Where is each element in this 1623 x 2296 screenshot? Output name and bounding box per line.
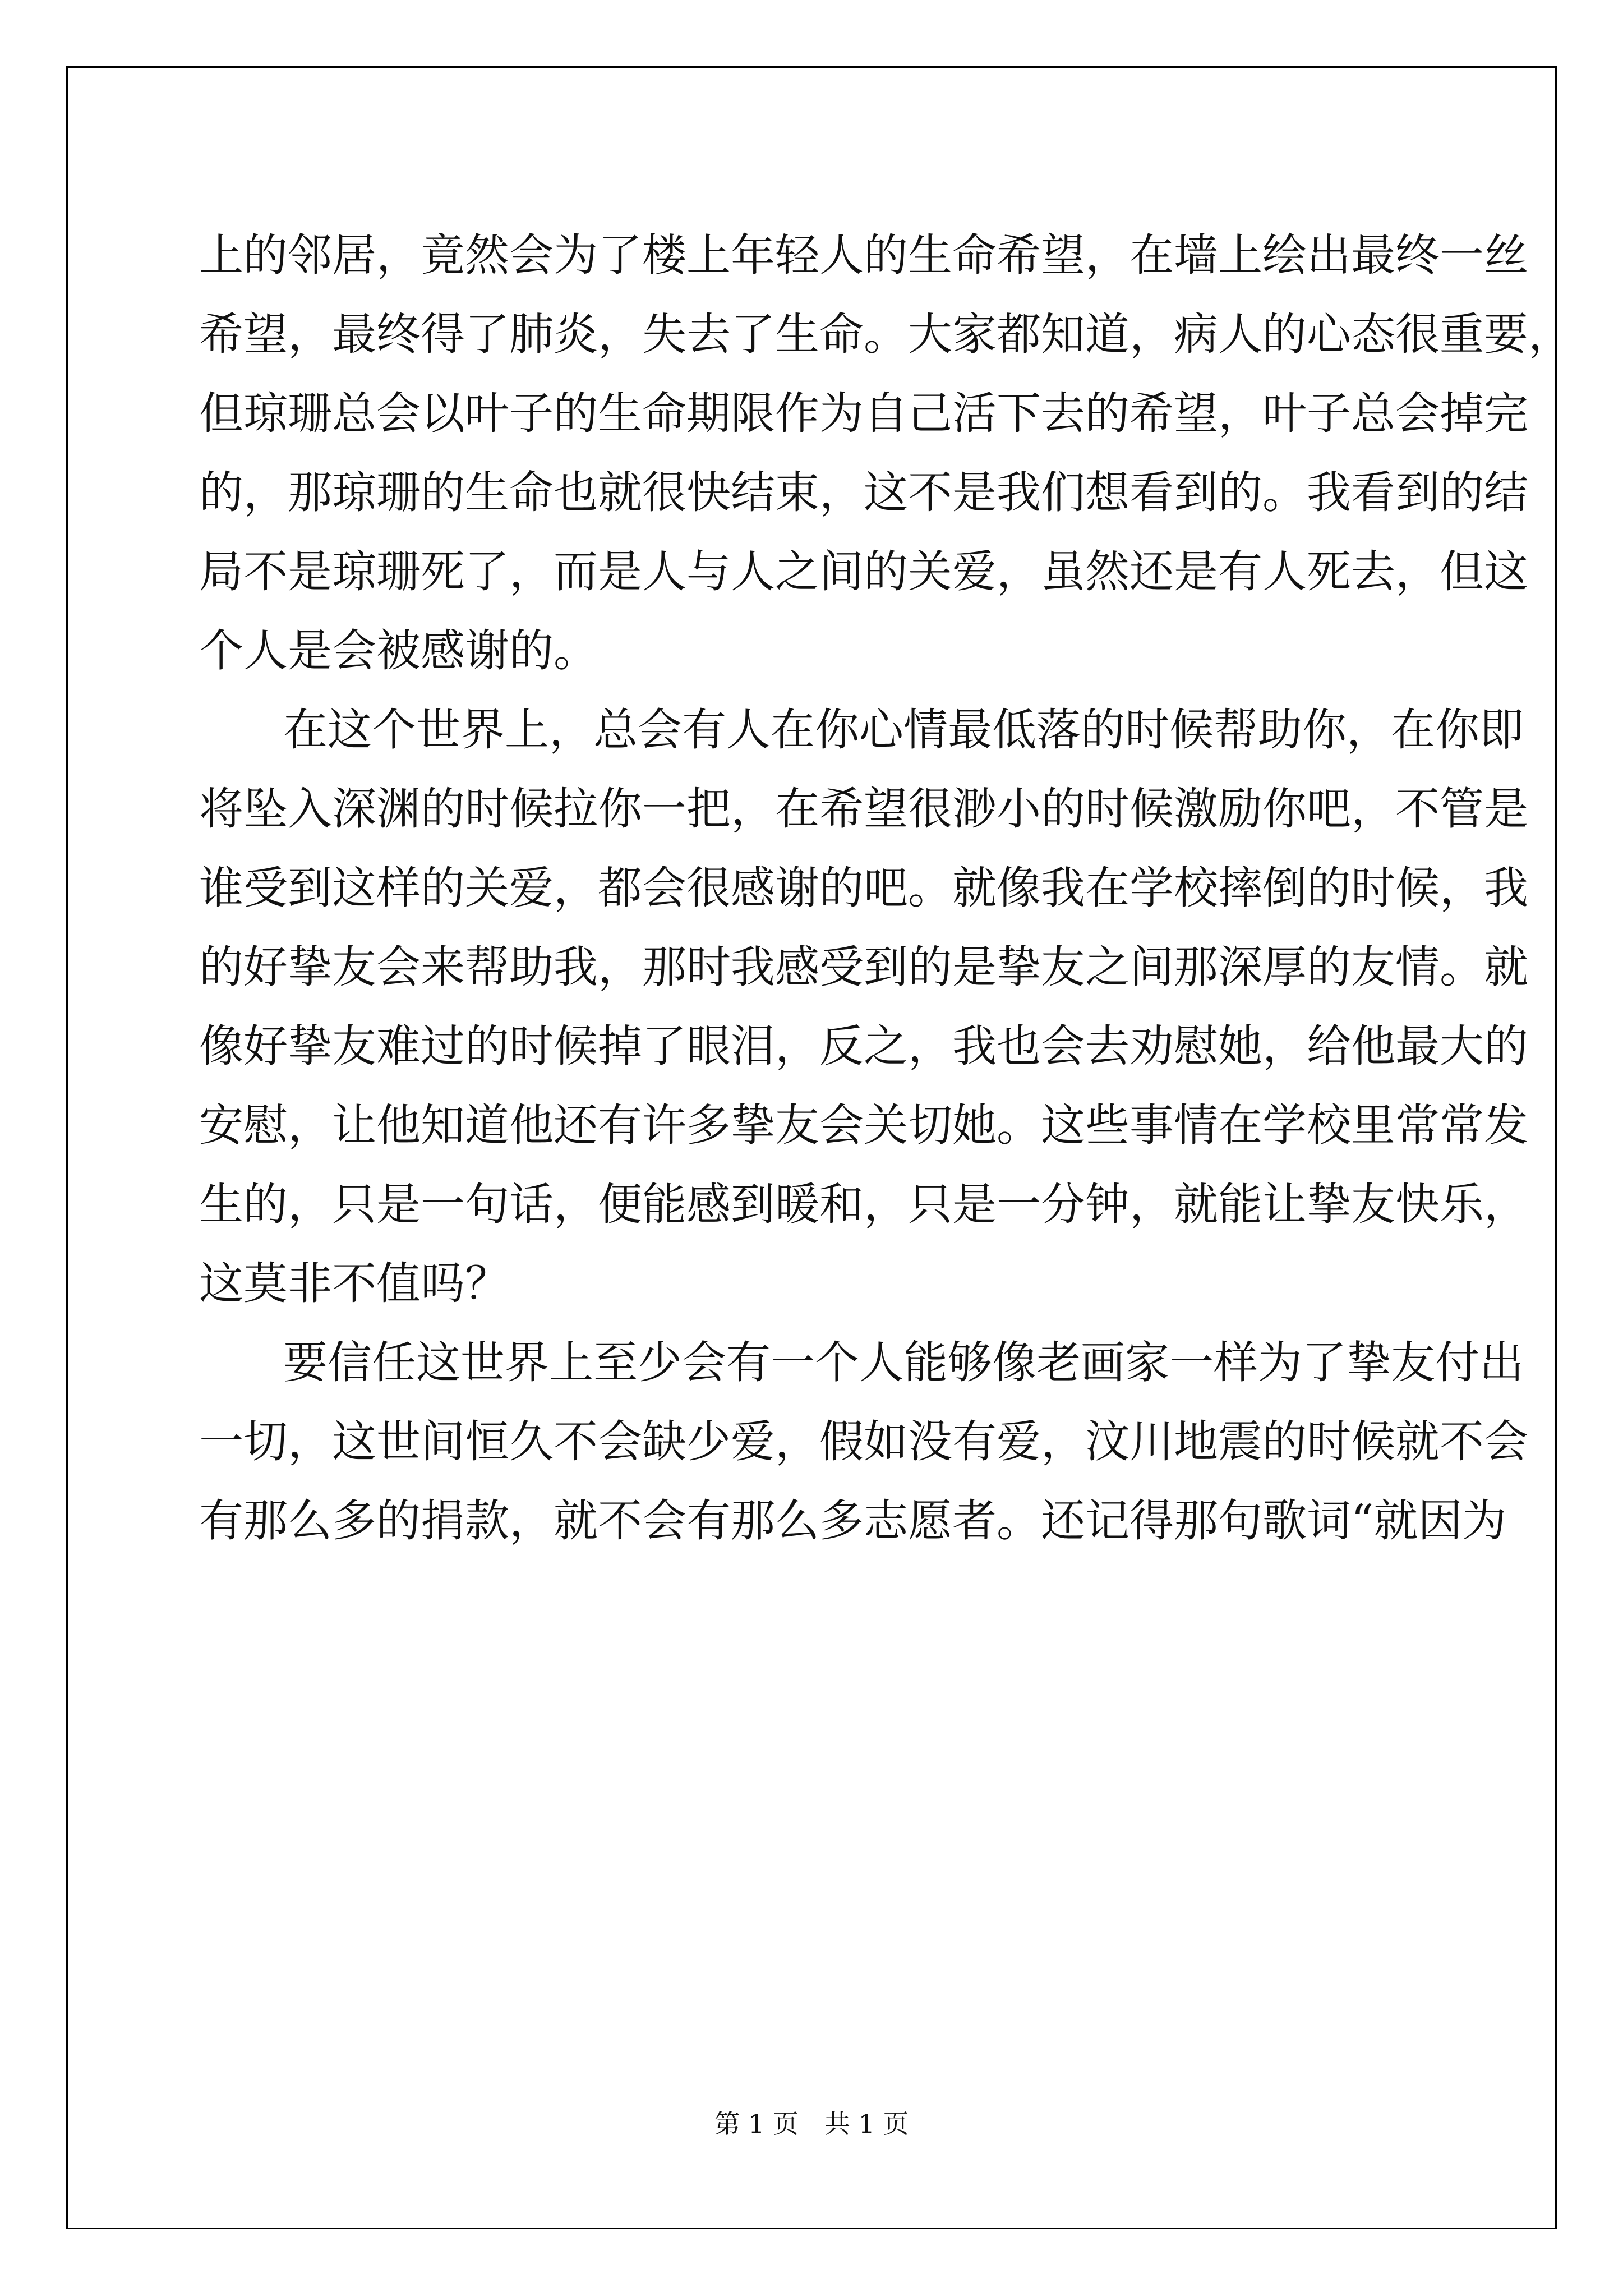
text-line: 这莫非不值吗？ (199, 1258, 509, 1309)
text-line: 安慰，让他知道他还有许多挚友会关切她。这些事情在学校里常常发 (199, 1099, 1528, 1151)
text-line: 的好挚友会来帮助我，那时我感受到的是挚友之间那深厚的友情。就 (199, 941, 1528, 993)
text-line: 个人是会被感谢的。 (199, 625, 598, 677)
text-line: 谁受到这样的关爱，都会很感谢的吧。就像我在学校摔倒的时候，我 (199, 862, 1528, 914)
text-line: 有那么多的捐款，就不会有那么多志愿者。还记得那句歌词“就因为 (199, 1495, 1507, 1547)
text-line: 局不是琼珊死了，而是人与人之间的关爱，虽然还是有人死去，但这 (199, 546, 1528, 597)
text-line: 要信任这世界上至少会有一个人能够像老画家一样为了挚友付出 (283, 1337, 1524, 1388)
text-line: 但琼珊总会以叶子的生命期限作为自己活下去的希望，叶子总会掉完 (199, 388, 1528, 439)
page-footer: 第 1 页 共 1 页 (714, 2109, 909, 2139)
text-line: 一切，这世间恒久不会缺少爱，假如没有爱，汶川地震的时候就不会 (199, 1416, 1528, 1467)
text-line: 上的邻居，竟然会为了楼上年轻人的生命希望，在墙上绘出最终一丝 (199, 229, 1528, 281)
text-line: 像好挚友难过的时候掉了眼泪，反之，我也会去劝慰她，给他最大的 (199, 1020, 1528, 1072)
text-line: 希望，最终得了肺炎，失去了生命。大家都知道，病人的心态很重要， (199, 309, 1573, 360)
text-line: 的，那琼珊的生命也就很快结束，这不是我们想看到的。我看到的结 (199, 467, 1528, 518)
document-body (199, 216, 1573, 1561)
text-line: 将坠入深渊的时候拉你一把，在希望很渺小的时候激励你吧，不管是 (199, 783, 1528, 835)
text-line: 生的，只是一句话，便能感到暖和，只是一分钟，就能让挚友快乐， (199, 1179, 1528, 1230)
text-line: 在这个世界上，总会有人在你心情最低落的时候帮助你，在你即 (283, 704, 1524, 756)
